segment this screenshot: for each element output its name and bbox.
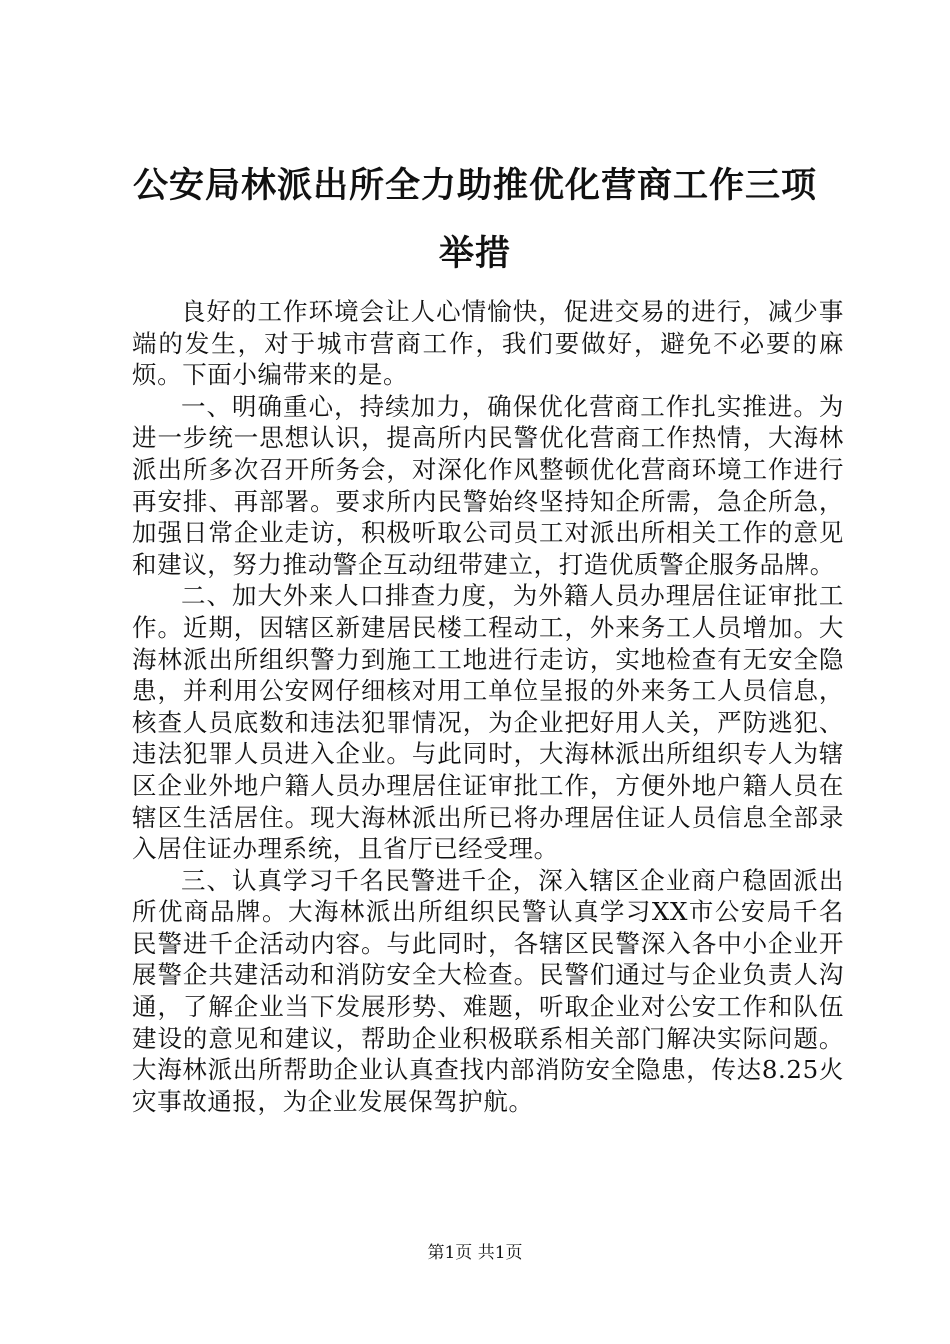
intro-paragraph: 良好的工作环境会让人心情愉快，促进交易的进行，减少事端的发生，对于城市营商工作，我们要做好，避免不必要的麻烦。下面小编带来的是。 <box>132 297 844 390</box>
document-title: 公安局林派出所全力助推优化营商工作三项举措 <box>132 165 817 274</box>
document-body <box>132 296 844 1117</box>
measure-two-paragraph: 二、加大外来人口排查力度，为外籍人员办理居住证审批工作。近期，因辖区新建居民楼工程动工，外来务工人员增加。大海林派出所组织警力到施工工地进行走访，实地检查有无安全隐患，并利用公安网仔细核对用工单位呈报的外来务工人员信息，核查人员底数和违法犯罪情况，为企业把好用人关，严防逃犯、违法犯罪人员进入企业。与此同时，大海林派出所组织专人为辖区企业外地户籍人员办理居住证审批工作，方便外地户籍人员在辖区生活居住。现大海林派出所已将办理居住证人员信息全部录入居住证办理系统，且省厅已经受理。 <box>132 581 844 864</box>
measure-one-paragraph: 一、明确重心，持续加力，确保优化营商工作扎实推进。为进一步统一思想认识，提高所内民警优化营商工作热情，大海林派出所多次召开所务会，对深化作风整顿优化营商环境工作进行再安排、再部署。要求所内民警始终坚持知企所需，急企所急，加强日常企业走访，积极听取公司员工对派出所相关工作的意见和建议，努力推动警企互动纽带建立，打造优质警企服务品牌。 <box>132 391 844 579</box>
measure-three-paragraph: 三、认真学习千名民警进千企，深入辖区企业商户稳固派出所优商品牌。大海林派出所组织民警认真学习XX市公安局千名民警进千企活动内容。与此同时，各辖区民警深入各中小企业开展警企共建活动和消防安全大检查。民警们通过与企业负责人沟通，了解企业当下发展形势、难题，听取企业对公安工作和队伍建设的意见和建议，帮助企业积极联系相关部门解决实际问题。大海林派出所帮助企业认真查找内部消防安全隐患，传达8.25火灾事故通报，为企业发展保驾护航。 <box>132 865 844 1116</box>
page-footer: 第1页 共1页 <box>427 1243 523 1263</box>
